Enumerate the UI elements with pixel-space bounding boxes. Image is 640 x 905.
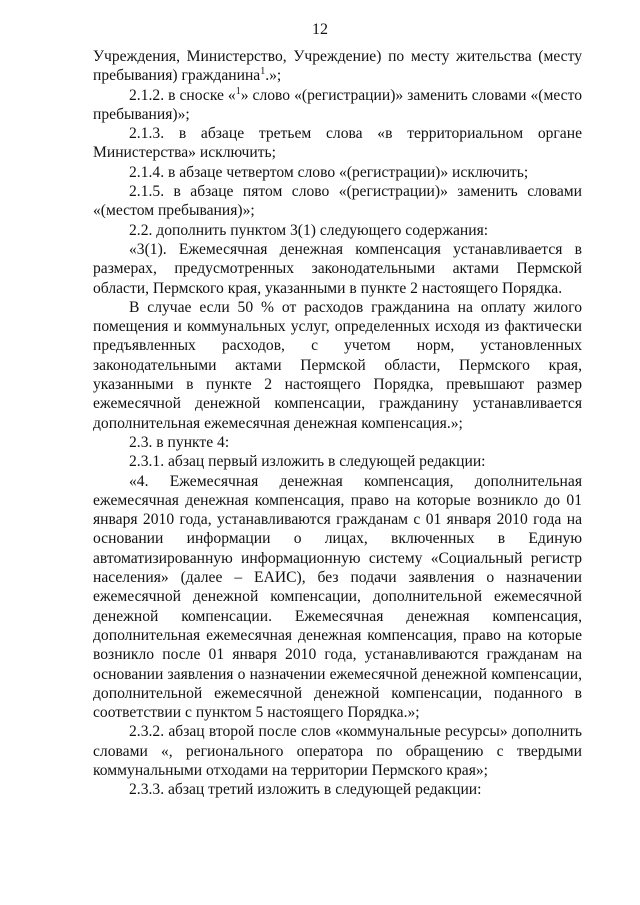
paragraph-2-2: 2.2. дополнить пунктом 3(1) следующего содержания:: [129, 221, 489, 239]
paragraph-item-4: «4. Ежемесячная денежная компенсация, дополнительная ежемесячная денежная компенсация, право на которые возникло до 01 января 2010 года, устанавливаются гражданам с 01 января 2010 года на основании информации о лицах, включенных в Единую автоматизированную информационную систему «Социальный регистр населения» (далее – ЕАИС), без подачи заявления о назначении ежемесячной денежной компенсации, дополнительной ежемесячной денежной компенсации. Ежемесячная денежная компенсация, дополнительная ежемесячная денежная компенсация, право на которые возникло после 01 января 2010 года, устанавливаются гражданам на основании заявления о назначении ежемесячной денежной компенсации, дополнительной ежемесячной денежной компенсации, поданного в соответствии с пунктом 5 настоящего Порядка.»;: [93, 472, 582, 722]
paragraph-continuation: [93, 47, 582, 86]
paragraph-2-1-3: 2.1.3. в абзаце третьем слова «в территориальном органе Министерства» исключить;: [93, 125, 582, 162]
paragraph-text-tail: .»;: [265, 67, 282, 85]
paragraph-2-3-1: 2.3.1. абзац первый изложить в следующей редакции:: [129, 453, 486, 471]
paragraph-2-1-2: [93, 86, 582, 125]
paragraph-text: Учреждения, Министерство, Учреждение) по месту жительства (месту пребывания) гражданина: [93, 48, 582, 85]
paragraph-text: 2.1.2. в сноске «: [129, 86, 236, 104]
page-number: 12: [312, 21, 328, 38]
document-body: [93, 47, 582, 800]
paragraph-2-1-5: 2.1.5. в абзаце пятом слово «(регистрации)» заменить словами «(местом пребывания)»;: [93, 183, 582, 220]
paragraph-2-3-3: 2.3.3. абзац третий изложить в следующей редакции:: [129, 781, 482, 799]
paragraph-2-1-4: 2.1.4. в абзаце четвертом слово «(регистрации)» исключить;: [129, 163, 529, 181]
paragraph-additional-compensation: В случае если 50 % от расходов гражданина на оплату жилого помещения и коммунальных услуг, определенных исходя из фактически предъявленных расходов, с учетом норм, установленных законодательными актами Пермской области, Пермского края, указанными в пункте 2 настоящего Порядка, превышают размер ежемесячной денежной компенсации, гражданину устанавливается дополнительная ежемесячная денежная компенсация.»;: [93, 298, 582, 432]
paragraph-2-3-2: 2.3.2. абзац второй после слов «коммунальные ресурсы» дополнить словами «, регионального оператора по обращению с твердыми коммунальными отходами на территории Пермского края»;: [93, 723, 582, 779]
paragraph-2-3: 2.3. в пункте 4:: [129, 433, 230, 451]
footnote-marker: 1: [260, 66, 266, 78]
paragraph-3-1: «3(1). Ежемесячная денежная компенсация устанавливается в размерах, предусмотренных законодательными актами Пермской области, Пермского края, указанными в пункте 2 настоящего Порядка.: [93, 240, 582, 297]
paragraph-text-tail: » слово «(регистрации)» заменить словами «(место пребывания)»;: [93, 86, 582, 123]
footnote-marker: 1: [235, 85, 241, 97]
